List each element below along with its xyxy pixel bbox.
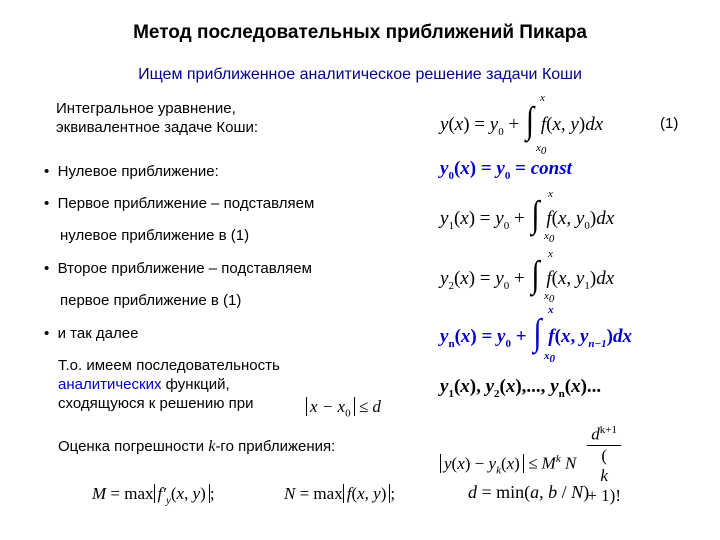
formula-integral-equation: $y(x) = y_0$ + ∫ f(x, y)dx x $x_0$ [440,92,604,158]
formula-convergence-condition: $x - x_0 \le d$ [306,397,381,419]
bullet-marker: • [44,163,50,180]
sequence-highlight-word: аналитических [58,376,162,393]
bullet-first-approx-line1: Первое приближение – подставляем [57,195,315,212]
sequence-line3: сходящуюся к решению при [58,395,254,412]
formula-zero-approx: $y_0(x) = y_0$ = const [440,158,572,182]
formula-m-definition: $M = \max f'_y(x$, y) ; [92,484,215,507]
equation-number: (1) [660,115,679,132]
page-title: Метод последовательных приближений Пикара [133,22,587,43]
sequence-line2-rest: функций, [161,376,230,393]
bullet-marker: • [44,260,50,277]
bullet-second-approx [44,259,312,310]
bullet-first-approx [44,194,314,245]
bullet-and-so-on [44,324,138,343]
bullet-zero-approx [44,162,219,181]
formula-second-approx: $y_2(x) = y_0$ + ∫ f(x, $y_1)dx$ x $x_0$ [440,248,615,306]
error-text-k: k [208,438,216,455]
sequence-description [58,356,280,413]
formula-nth-approx: $y_n(x) = y_0$ + ∫ f(x, $y_{n-1})dx$ x $x_0$ [440,304,632,366]
bullet-marker: • [44,325,50,342]
bullet-zero-approx-text: Нулевое приближение: [57,163,219,180]
bullet-first-approx-line2: нулевое приближение в (1) [60,227,250,244]
bullet-and-so-on-text: и так далее [57,325,139,342]
formula-sequence: $y_1(x)$, $y_2(x)$,..., $y_n(x)$... [440,376,602,400]
formula-error-estimate: $y(x) - y_k(x) \le M^k$ N $d^{k+1}$ ( k + 1)! [440,424,621,506]
integral-equation-label [56,99,258,137]
formula-first-approx: $y_1(x) = y_0$ + ∫ f(x, $y_0)dx$ x $x_0$ [440,188,615,246]
formula-d-definition: d = min(a, b / N) [468,482,590,502]
bullet-second-approx-line1: Второе приближение – подставляем [57,260,312,277]
bullet-second-approx-line2: первое приближение в (1) [60,292,242,309]
integral-equation-line1: Интегральное уравнение, [56,100,236,117]
error-text-before: Оценка погрешности [58,438,209,455]
error-estimate-label [58,437,335,456]
formula-n-definition: N = max f(x, y) ; [284,484,396,503]
sequence-line1: Т.о. имеем последовательность [58,357,280,374]
page-subtitle: Ищем приближенное аналитическое решение задачи Коши [138,66,582,83]
bullet-marker: • [44,195,50,212]
error-text-after: -го приближения: [215,438,336,455]
integral-equation-line2: эквивалентное задаче Коши: [56,119,259,136]
